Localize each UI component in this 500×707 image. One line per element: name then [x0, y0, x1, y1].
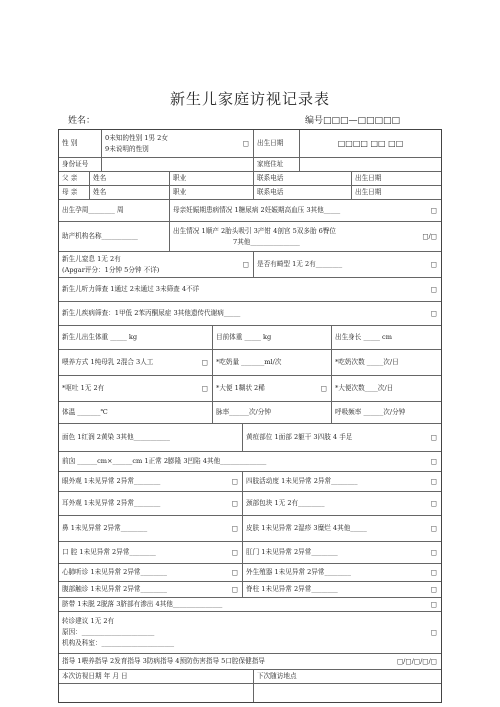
birth-weight[interactable]: 新生儿出生体重 _____ kg [62, 333, 138, 341]
skin[interactable] [242, 516, 441, 541]
umbilical-cord[interactable] [59, 598, 441, 611]
neck[interactable] [242, 492, 441, 515]
row-weights [59, 326, 441, 350]
birth-length[interactable]: 出生身长 _____ cm [331, 326, 441, 349]
birth-date-label: 出生日期 [253, 130, 299, 157]
father-phone[interactable]: 联系电话 [253, 172, 351, 185]
referral[interactable] [59, 612, 441, 653]
feeding-text: 喂养方式 1纯母乳 2混合 3人工 [62, 358, 154, 366]
row-visit-date [59, 670, 441, 684]
row-fontanel [59, 452, 441, 472]
row-cord [59, 598, 441, 612]
feeding-checkbox[interactable]: □ [201, 358, 208, 366]
vomit-text: *呕吐 1无 2有 [62, 384, 105, 392]
heart-text: 心肺听诊 1未见异常 2异常________ [62, 568, 167, 576]
heart-lung[interactable] [59, 564, 242, 581]
next-visit-place[interactable]: 下次随访地点 [253, 670, 441, 683]
number-label: 编号□□□—□□□□□ [305, 116, 401, 126]
birth-situation[interactable] [169, 222, 441, 251]
hearing-screen[interactable] [59, 278, 441, 301]
row-id [59, 158, 441, 172]
birth-situation-line2: 7其他_______________ [233, 237, 300, 246]
visit-date[interactable]: 本次访视日期 年 月 日 [62, 672, 128, 680]
gestation-week[interactable]: 出生孕周________ 周 [62, 206, 124, 214]
abdomen-text: 腹部触诊 1未见异常 2异常________ [62, 585, 167, 593]
maternal-disease[interactable] [169, 200, 441, 221]
row-abdomen [59, 582, 441, 598]
address-field[interactable] [299, 158, 441, 171]
temperature[interactable]: 体温 _______℃ [62, 408, 108, 416]
guidance[interactable] [59, 654, 441, 669]
mother-name[interactable]: 姓名 [89, 186, 169, 199]
skin-checkbox[interactable]: □ [430, 524, 437, 532]
jaundice[interactable] [242, 424, 441, 451]
referral-institution[interactable]: 机构及科室：______________________ [62, 639, 175, 647]
birth-situation-line1: 出生情况 1顺产 2胎头吸引 3产钳 4剖宫 5双多胎 6臀位 [173, 226, 337, 235]
row-hearing [59, 278, 441, 302]
name-label: 姓名： [68, 116, 96, 126]
fontanel[interactable] [59, 452, 441, 471]
stool-text: *大便 1糊状 2稀 [216, 384, 265, 392]
ear-checkbox[interactable]: □ [231, 499, 238, 507]
eye[interactable] [59, 472, 242, 491]
mother-birth[interactable]: 出生日期 [351, 186, 441, 199]
fontanel-text: 前囟 ______cm×______cm 1正常 2膨隆 3凹陷 4其他______________ [62, 457, 267, 465]
hearing-text: 新生儿听力筛查 1通过 2未通过 3未筛查 4不详 [62, 285, 200, 293]
gender-checkbox[interactable]: □ [242, 139, 249, 147]
birth-date-boxes[interactable]: □□□□ □□ □□ [299, 130, 441, 157]
row-stool [59, 376, 441, 402]
father-label: 父 亲 [62, 174, 78, 182]
neck-text: 颈部包块 1无 2有________ [246, 499, 325, 507]
disease-screen-checkbox[interactable]: □ [430, 309, 437, 317]
asphyxia-checkbox[interactable]: □ [242, 260, 249, 268]
limbs[interactable] [242, 472, 441, 491]
spine-checkbox[interactable]: □ [430, 585, 437, 593]
row-complexion [59, 424, 441, 452]
cord-text: 脐带 1未脱 2脱落 3脐部有渗出 4其他_______________ [62, 600, 223, 608]
referral-checkbox[interactable]: □ [430, 628, 437, 636]
row-eye [59, 472, 441, 492]
feed-times[interactable]: *吃奶次数 _____次/日 [331, 350, 441, 375]
birth-situation-checkbox[interactable]: □/□ [422, 232, 437, 240]
ear-text: 耳外观 1未见异常 2异常________ [62, 499, 161, 507]
row-feeding [59, 350, 441, 376]
asphyxia-line2: (Apgar评分：1分钟 5分钟 不详) [62, 265, 160, 274]
genitals-checkbox[interactable]: □ [430, 568, 437, 576]
jaundice-checkbox[interactable]: □ [430, 433, 437, 441]
abdomen-checkbox[interactable]: □ [231, 585, 238, 593]
stool-checkbox[interactable]: □ [320, 384, 327, 392]
stool-times[interactable]: *大便次数____次/日 [331, 376, 441, 401]
anus-checkbox[interactable]: □ [430, 548, 437, 556]
feeding-method[interactable] [59, 350, 212, 375]
address-label: 家庭住址 [253, 158, 299, 171]
row-nose [59, 516, 441, 542]
row-mouth [59, 542, 441, 564]
visit-form [58, 129, 442, 703]
gender-options[interactable] [101, 130, 253, 157]
skin-text: 皮肤 1未见异常 2湿疹 3糜烂 4其他_____ [246, 524, 367, 532]
nose-checkbox[interactable]: □ [231, 524, 238, 532]
limbs-checkbox[interactable]: □ [430, 477, 437, 485]
asphyxia-line1: 新生儿窒息 1无 2有 [62, 254, 121, 263]
row-asphyxia [59, 252, 441, 278]
asphyxia[interactable] [59, 252, 253, 277]
mother-label: 母 亲 [62, 188, 78, 196]
limbs-text: 四肢活动度 1未见异常 2异常________ [246, 477, 358, 485]
row-father [59, 172, 441, 186]
mother-job[interactable]: 职业 [169, 186, 253, 199]
row-gender [59, 130, 441, 158]
blank-right[interactable] [253, 684, 441, 702]
id-field[interactable] [101, 158, 253, 171]
complexion[interactable]: 面色 1红润 2黄染 3其他___________ [62, 433, 170, 441]
eye-checkbox[interactable]: □ [231, 477, 238, 485]
cord-checkbox[interactable]: □ [430, 600, 437, 608]
ear[interactable] [59, 492, 242, 515]
anus-text: 肛门 1未见异常 2异常________ [246, 548, 338, 556]
father-birth[interactable]: 出生日期 [351, 172, 441, 185]
stool[interactable] [212, 376, 331, 401]
row-disease-screen [59, 302, 441, 326]
deformity-checkbox[interactable]: □ [430, 260, 437, 268]
nose[interactable] [59, 516, 242, 541]
abdomen[interactable] [59, 582, 242, 597]
maternal-disease-text: 母亲妊娠期患病情况 1糖尿病 2妊娠期高血压 3其他_____ [173, 206, 341, 214]
genitals[interactable] [242, 564, 441, 581]
guidance-checkboxes[interactable]: □/□/□/□/□ [396, 657, 437, 665]
row-mother [59, 186, 441, 200]
mouth-text: 口 腔 1未见异常 2异常________ [62, 548, 156, 556]
spine[interactable] [242, 582, 441, 597]
genitals-text: 外生殖器 1未见异常 2异常________ [246, 568, 351, 576]
referral-line1: 转诊建议 1无 2有 [62, 617, 115, 625]
fontanel-checkbox[interactable]: □ [430, 457, 437, 465]
breathing[interactable]: 呼吸频率 ______次/分钟 [331, 402, 441, 423]
disease-screen-text: 新生儿疾病筛查：1甲低 2苯丙酮尿症 3其他遗传代谢病_____ [62, 309, 241, 317]
blank-left[interactable] [59, 684, 253, 702]
mouth-checkbox[interactable]: □ [231, 548, 238, 556]
heart-checkbox[interactable]: □ [231, 568, 238, 576]
form-title: 新生儿家庭访视记录表 [169, 90, 330, 108]
mother-phone[interactable]: 联系电话 [253, 186, 351, 199]
vomit-checkbox[interactable]: □ [201, 384, 208, 392]
deformity-text: 是否有畸型 1无 2有________ [257, 260, 343, 268]
row-blank [59, 684, 441, 702]
midwife-org[interactable]: 助产机构名称___________ [62, 232, 138, 240]
disease-screen[interactable] [59, 302, 441, 325]
gender-label: 性 别 [62, 139, 78, 147]
father-job[interactable]: 职业 [169, 172, 253, 185]
row-heart [59, 564, 441, 582]
milk-amount[interactable]: *吃奶量 _______ml/次 [212, 350, 331, 375]
father-name[interactable]: 姓名 [89, 172, 169, 185]
row-gestation [59, 200, 441, 222]
nose-text: 鼻 1未见异常 2异常________ [62, 524, 148, 532]
current-weight[interactable]: 目前体重 _____ kg [212, 326, 331, 349]
hearing-checkbox[interactable]: □ [430, 285, 437, 293]
spine-text: 脊柱 1未见异常 2异常________ [246, 585, 338, 593]
gender-options-line1: 0未知的性别 1男 2女 [105, 133, 168, 142]
gender-options-line2: 9未说明的性别 [105, 144, 149, 153]
mouth[interactable] [59, 542, 242, 563]
row-birth [59, 222, 441, 252]
row-guidance [59, 654, 441, 670]
row-ear [59, 492, 441, 516]
row-referral [59, 612, 441, 654]
pulse[interactable]: 脉率______次/分钟 [212, 402, 331, 423]
row-vitals [59, 402, 441, 424]
maternal-disease-checkbox[interactable]: □ [430, 206, 437, 214]
deformity[interactable] [253, 252, 441, 277]
jaundice-text: 黄疸部位 1面部 2躯干 3四肢 4 手足 [246, 433, 353, 441]
guidance-text: 指导 1喂养指导 2发育指导 3防病指导 4预防伤害指导 5口腔保健指导 [62, 657, 265, 665]
referral-reason[interactable]: 原因：______________________ [62, 628, 155, 636]
neck-checkbox[interactable]: □ [430, 499, 437, 507]
id-label: 身份证号 [62, 160, 89, 168]
eye-text: 眼外观 1未见异常 2异常________ [62, 477, 161, 485]
anus[interactable] [242, 542, 441, 563]
vomit[interactable] [59, 376, 212, 401]
